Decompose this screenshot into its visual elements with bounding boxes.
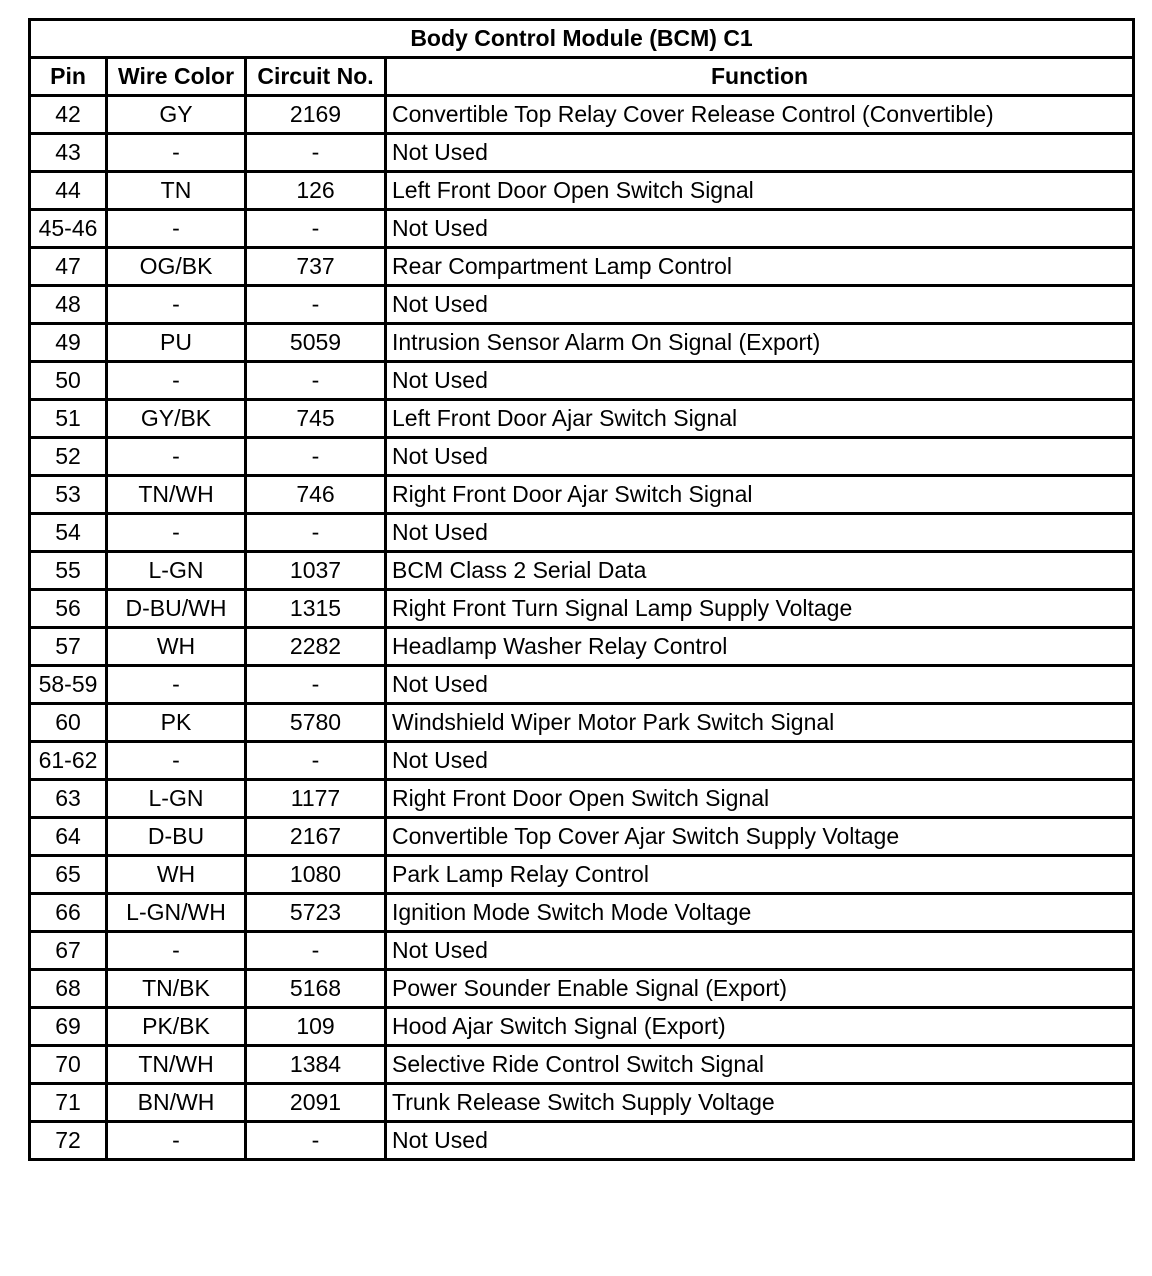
wire-color-cell: L-GN/WH	[107, 894, 246, 932]
circuit-no-cell: 1384	[246, 1046, 386, 1084]
wire-color-cell: TN/WH	[107, 1046, 246, 1084]
table-row	[30, 780, 1134, 818]
table-title: Body Control Module (BCM) C1	[30, 20, 1134, 58]
header-circuit-no: Circuit No.	[246, 58, 386, 96]
table-row	[30, 1084, 1134, 1122]
table-row	[30, 172, 1134, 210]
table-row	[30, 1122, 1134, 1160]
pin-cell: 45-46	[30, 210, 107, 248]
circuit-no-cell: -	[246, 514, 386, 552]
pin-cell: 50	[30, 362, 107, 400]
pin-cell: 43	[30, 134, 107, 172]
pin-cell: 56	[30, 590, 107, 628]
circuit-no-cell: 1037	[246, 552, 386, 590]
table-row	[30, 856, 1134, 894]
pin-cell: 60	[30, 704, 107, 742]
circuit-no-cell: 2167	[246, 818, 386, 856]
function-cell: Trunk Release Switch Supply Voltage	[386, 1084, 1134, 1122]
circuit-no-cell: -	[246, 932, 386, 970]
pin-cell: 44	[30, 172, 107, 210]
wire-color-cell: WH	[107, 628, 246, 666]
table-row	[30, 438, 1134, 476]
table-row	[30, 970, 1134, 1008]
table-row	[30, 552, 1134, 590]
wire-color-cell: -	[107, 932, 246, 970]
function-cell: Convertible Top Cover Ajar Switch Supply Voltage	[386, 818, 1134, 856]
table-row	[30, 628, 1134, 666]
table-row	[30, 932, 1134, 970]
table-row	[30, 666, 1134, 704]
circuit-no-cell: -	[246, 286, 386, 324]
wire-color-cell: -	[107, 210, 246, 248]
pin-cell: 48	[30, 286, 107, 324]
wire-color-cell: -	[107, 438, 246, 476]
circuit-no-cell: 126	[246, 172, 386, 210]
table-row	[30, 704, 1134, 742]
table-row	[30, 286, 1134, 324]
function-cell: Not Used	[386, 742, 1134, 780]
circuit-no-cell: 5059	[246, 324, 386, 362]
pin-cell: 55	[30, 552, 107, 590]
wire-color-cell: GY	[107, 96, 246, 134]
function-cell: BCM Class 2 Serial Data	[386, 552, 1134, 590]
wire-color-cell: -	[107, 742, 246, 780]
pin-cell: 57	[30, 628, 107, 666]
wire-color-cell: -	[107, 362, 246, 400]
circuit-no-cell: -	[246, 362, 386, 400]
function-cell: Not Used	[386, 286, 1134, 324]
wire-color-cell: PU	[107, 324, 246, 362]
pin-cell: 47	[30, 248, 107, 286]
function-cell: Rear Compartment Lamp Control	[386, 248, 1134, 286]
function-cell: Ignition Mode Switch Mode Voltage	[386, 894, 1134, 932]
pin-cell: 53	[30, 476, 107, 514]
table-row	[30, 134, 1134, 172]
table-row	[30, 894, 1134, 932]
circuit-no-cell: 1177	[246, 780, 386, 818]
pin-cell: 66	[30, 894, 107, 932]
table-row	[30, 476, 1134, 514]
function-cell: Intrusion Sensor Alarm On Signal (Export)	[386, 324, 1134, 362]
wire-color-cell: D-BU/WH	[107, 590, 246, 628]
circuit-no-cell: 746	[246, 476, 386, 514]
table-row	[30, 1046, 1134, 1084]
header-function: Function	[386, 58, 1134, 96]
circuit-no-cell: 109	[246, 1008, 386, 1046]
pin-cell: 64	[30, 818, 107, 856]
wire-color-cell: TN	[107, 172, 246, 210]
circuit-no-cell: 1315	[246, 590, 386, 628]
wire-color-cell: PK	[107, 704, 246, 742]
circuit-no-cell: 2091	[246, 1084, 386, 1122]
pin-cell: 63	[30, 780, 107, 818]
table-row	[30, 210, 1134, 248]
wire-color-cell: OG/BK	[107, 248, 246, 286]
pin-cell: 70	[30, 1046, 107, 1084]
circuit-no-cell: -	[246, 134, 386, 172]
pin-cell: 58-59	[30, 666, 107, 704]
table-row	[30, 400, 1134, 438]
pin-cell: 61-62	[30, 742, 107, 780]
circuit-no-cell: 1080	[246, 856, 386, 894]
table-row	[30, 514, 1134, 552]
function-cell: Not Used	[386, 134, 1134, 172]
circuit-no-cell: 5168	[246, 970, 386, 1008]
wire-color-cell: -	[107, 666, 246, 704]
wire-color-cell: L-GN	[107, 780, 246, 818]
table-header-row	[30, 58, 1134, 96]
pin-cell: 65	[30, 856, 107, 894]
function-cell: Windshield Wiper Motor Park Switch Signal	[386, 704, 1134, 742]
circuit-no-cell: 745	[246, 400, 386, 438]
function-cell: Left Front Door Open Switch Signal	[386, 172, 1134, 210]
pin-cell: 69	[30, 1008, 107, 1046]
function-cell: Left Front Door Ajar Switch Signal	[386, 400, 1134, 438]
wire-color-cell: -	[107, 286, 246, 324]
function-cell: Hood Ajar Switch Signal (Export)	[386, 1008, 1134, 1046]
function-cell: Right Front Door Open Switch Signal	[386, 780, 1134, 818]
table-row	[30, 742, 1134, 780]
circuit-no-cell: 5723	[246, 894, 386, 932]
pin-cell: 52	[30, 438, 107, 476]
circuit-no-cell: 737	[246, 248, 386, 286]
wire-color-cell: TN/WH	[107, 476, 246, 514]
function-cell: Not Used	[386, 210, 1134, 248]
table-row	[30, 590, 1134, 628]
circuit-no-cell: 2282	[246, 628, 386, 666]
pin-cell: 51	[30, 400, 107, 438]
function-cell: Headlamp Washer Relay Control	[386, 628, 1134, 666]
circuit-no-cell: -	[246, 438, 386, 476]
function-cell: Not Used	[386, 1122, 1134, 1160]
function-cell: Not Used	[386, 438, 1134, 476]
wire-color-cell: GY/BK	[107, 400, 246, 438]
wire-color-cell: L-GN	[107, 552, 246, 590]
pin-cell: 71	[30, 1084, 107, 1122]
wire-color-cell: -	[107, 134, 246, 172]
circuit-no-cell: -	[246, 666, 386, 704]
connector-pinout-table	[28, 18, 1135, 1161]
circuit-no-cell: -	[246, 742, 386, 780]
table-title-row	[30, 20, 1134, 58]
wire-color-cell: TN/BK	[107, 970, 246, 1008]
wire-color-cell: -	[107, 1122, 246, 1160]
function-cell: Park Lamp Relay Control	[386, 856, 1134, 894]
header-wire-color: Wire Color	[107, 58, 246, 96]
table-row	[30, 818, 1134, 856]
wire-color-cell: D-BU	[107, 818, 246, 856]
pin-cell: 54	[30, 514, 107, 552]
pin-cell: 42	[30, 96, 107, 134]
circuit-no-cell: -	[246, 1122, 386, 1160]
function-cell: Not Used	[386, 362, 1134, 400]
table-row	[30, 248, 1134, 286]
wire-color-cell: BN/WH	[107, 1084, 246, 1122]
table-row	[30, 324, 1134, 362]
function-cell: Not Used	[386, 514, 1134, 552]
pin-cell: 67	[30, 932, 107, 970]
function-cell: Convertible Top Relay Cover Release Control (Convertible)	[386, 96, 1134, 134]
table-body	[30, 96, 1134, 1160]
function-cell: Power Sounder Enable Signal (Export)	[386, 970, 1134, 1008]
wire-color-cell: -	[107, 514, 246, 552]
wire-color-cell: WH	[107, 856, 246, 894]
circuit-no-cell: 5780	[246, 704, 386, 742]
table-row	[30, 96, 1134, 134]
function-cell: Selective Ride Control Switch Signal	[386, 1046, 1134, 1084]
pin-cell: 49	[30, 324, 107, 362]
function-cell: Not Used	[386, 666, 1134, 704]
wire-color-cell: PK/BK	[107, 1008, 246, 1046]
circuit-no-cell: 2169	[246, 96, 386, 134]
table-row	[30, 362, 1134, 400]
table-row	[30, 1008, 1134, 1046]
circuit-no-cell: -	[246, 210, 386, 248]
function-cell: Not Used	[386, 932, 1134, 970]
function-cell: Right Front Door Ajar Switch Signal	[386, 476, 1134, 514]
header-pin: Pin	[30, 58, 107, 96]
pin-cell: 68	[30, 970, 107, 1008]
pin-cell: 72	[30, 1122, 107, 1160]
function-cell: Right Front Turn Signal Lamp Supply Voltage	[386, 590, 1134, 628]
